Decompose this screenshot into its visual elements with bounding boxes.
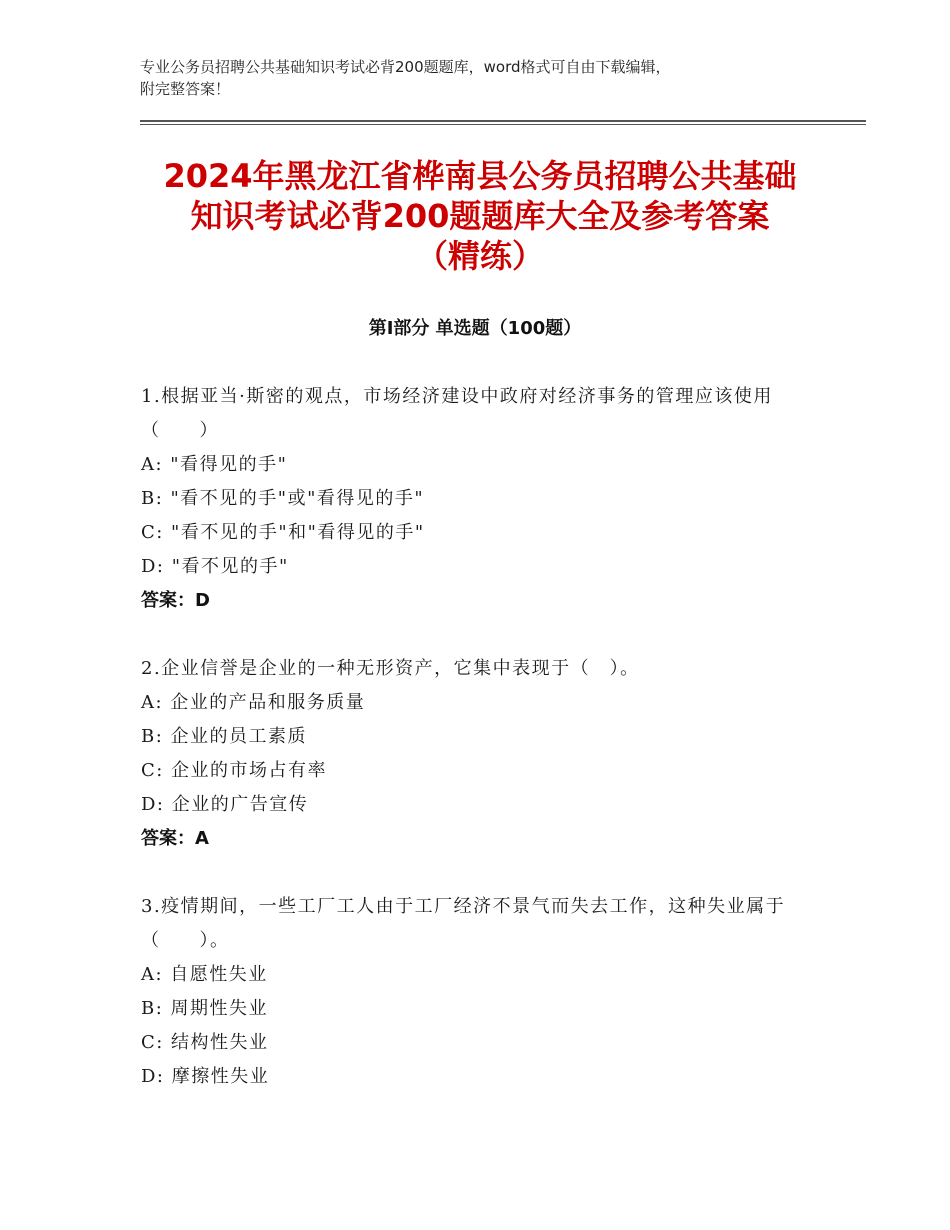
option-c: C: "看不见的手"和"看得见的手" [141,522,425,543]
answer: 答案：D [141,590,210,611]
question-list [141,380,801,1128]
question-stem: 3.疫情期间，一些工厂工人由于工厂经济不景气而失去工作，这种失业属于（ ）。 [141,896,786,951]
answer: 答案：A [141,828,209,849]
document-title [100,156,860,276]
document-title-line-3: （精练） [415,237,544,275]
document-title-line-2: 知识考试必背200题题库大全及参考答案 [190,197,770,235]
option-b: B: 周期性失业 [141,998,269,1019]
header-divider-thin [140,124,866,125]
option-c: C: 企业的市场占有率 [141,760,328,781]
option-d: D: 企业的广告宣传 [141,794,309,815]
option-b: B: "看不见的手"或"看得见的手" [141,488,425,509]
question-stem: 1.根据亚当·斯密的观点，市场经济建设中政府对经济事务的管理应该使用（ ） [141,386,773,441]
header-divider-thick [140,120,866,122]
option-a: A: "看得见的手" [141,454,288,475]
header-note-line-2: 附完整答案！ [140,80,231,98]
question-1 [141,380,801,618]
option-c: C: 结构性失业 [141,1032,269,1053]
option-a: A: 企业的产品和服务质量 [141,692,366,713]
question-2 [141,652,801,856]
option-d: D: 摩擦性失业 [141,1066,270,1087]
question-stem: 2.企业信誉是企业的一种无形资产，它集中表现于（ ）。 [141,658,640,679]
section-title: 第Ⅰ部分 单选题（100题） [368,318,582,339]
option-b: B: 企业的员工素质 [141,726,308,747]
option-a: A: 自愿性失业 [141,964,268,985]
question-3 [141,890,801,1094]
header-note-line-1: 专业公务员招聘公共基础知识考试必背200题题库，word格式可自由下载编辑， [140,58,671,76]
option-d: D: "看不见的手" [141,556,289,577]
document-title-line-1: 2024年黑龙江省桦南县公务员招聘公共基础 [163,157,797,195]
header-note [140,56,840,100]
